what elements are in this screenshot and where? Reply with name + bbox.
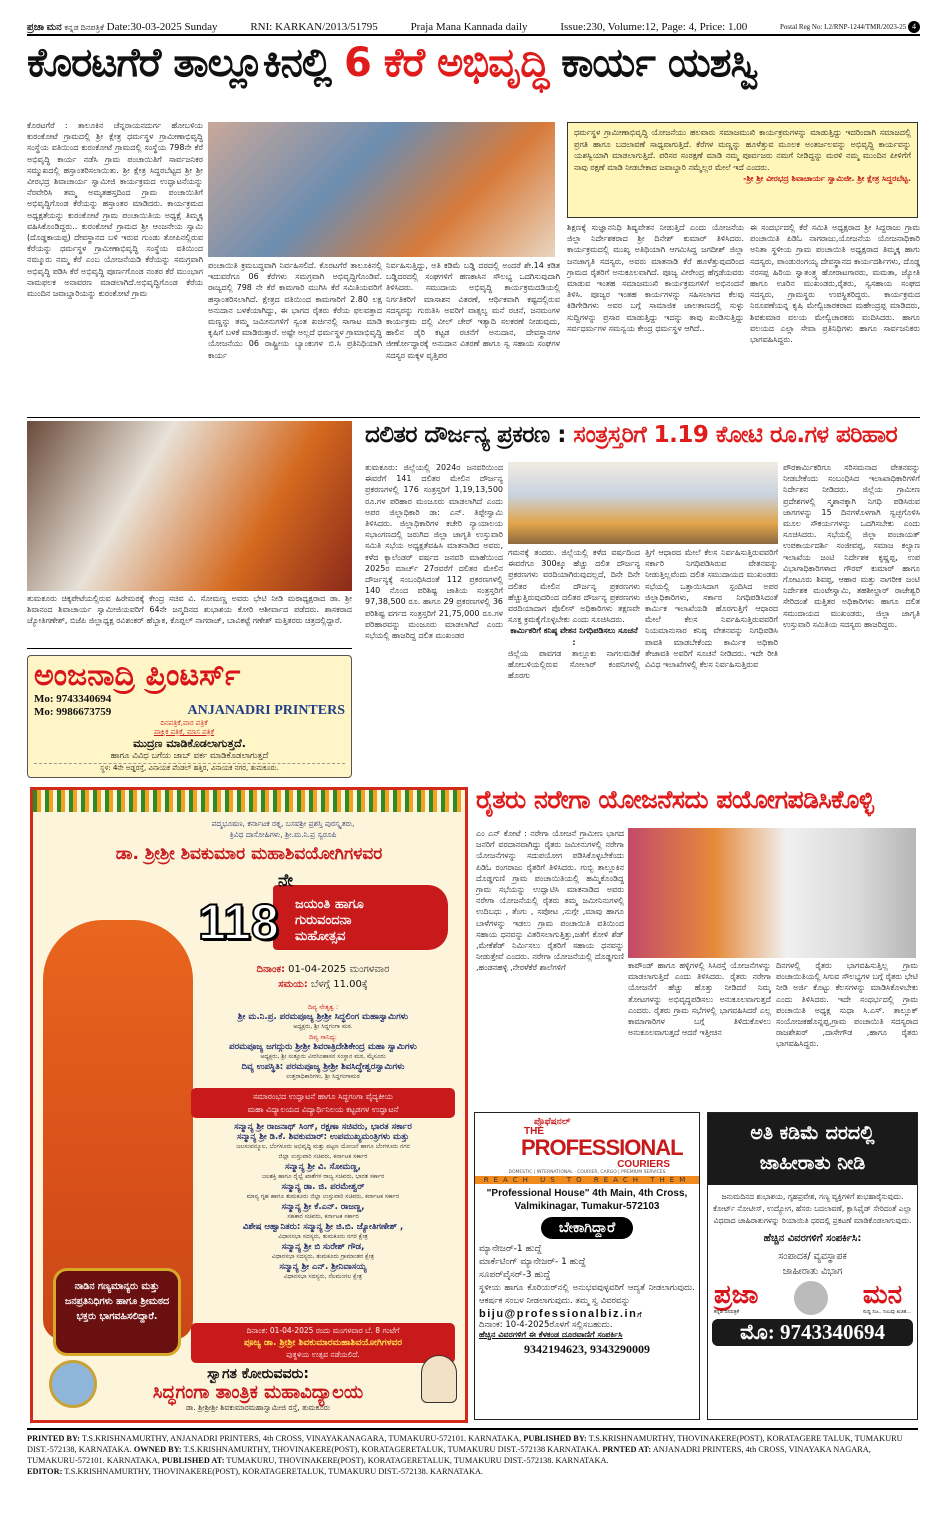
event-line-2: ಗುರುವಂದನಾ — [295, 913, 352, 928]
list-item: ಅಧ್ಯಕ್ಷರು, ಶ್ರೀ ಸಿದ್ಧಗಂಗಾ ಮಠ. — [293, 1023, 353, 1030]
date-label: ದಿನಾಂಕ: — [256, 964, 285, 975]
list-item: ಶ್ರೀ ಮ.ನಿ.ಪ್ರ. ಪರಮಪೂಜ್ಯ ಶ್ರೀಶ್ರೀ ಸಿದ್ಧಲಿಂಗ ಮಹಾಸ್ವಾಮಿಗಳು — [237, 1012, 409, 1022]
dalit-col-2 — [508, 547, 640, 780]
list-item: ಸನ್ಮಾನ್ಯ ಶ್ರೀ ಡಿ.ಕೆ. ಶಿವಕುಮಾರ್: ಉಪಮುಖ್ಯಮಂತ್ರಿಗಳು ಮತ್ತು — [236, 1132, 410, 1142]
host-address: ಡಾ. ಶ್ರೀಶ್ರೀಶ್ರೀ ಶಿವಕುಮಾರಮಹಾಸ್ವಾಮೀಜಿ ರಸ್ತೆ, ತುಮಕೂರು — [185, 1403, 331, 1412]
list-item: ವಿಧಾನಸಭಾ ಸದಸ್ಯರು, ನೆಲಮಂಗಲ ಕ್ಷೇತ್ರ — [283, 1273, 363, 1280]
dalit-photo — [508, 462, 778, 544]
nrega-col-2: ಕಾಪೌಂಡ್ ಹಾಗೂ ಹಳ್ಳಿಗಳಲ್ಲಿ ಸಿಸಿರಸ್ತೆ ಯೋಜನೆಗಳನ್ನು ಮಾಡಲಾಗುತ್ತಿದೆ ಎಂದು ತಿಳಿಸಿದರು. ರೈತರು ನರೇಗಾ ಯೋಜನೆಗೆ ಹೆಚ್ಚು ಹೊತ್ತು ನೀಡಿದರೆ ನಿಮ್ಮ ತೋಟಗಳನ್ನು ಅಭಿವೃದ್ಧಪಡಿಸಲು ಅನುಕೂಲವಾಗುತ್ತದೆ ಎಂದರು. ರೈತರು ಗ್ರಾಮ ಸಭೆಗಳಲ್ಲಿ ಭಾಗವಹಿಸಿದರೆ ಎಲ್ಲ ಕಾಮಾಗಾರಿಗಳ ಬಗ್ಗೆ ತಿಳಿದುಕೊಳಲು ಅನುಕೂಲವಾಗುತ್ತದೆ ಆದರೆ ಇತ್ತೀಚಿನ — [628, 961, 771, 1038]
contact-line: ಹೆಚ್ಚಿನ ವಿವರಗಳಿಗೆ ಈ ಕೆಳಕಂಡ ದೂರವಾಣಿಗೆ ಸಂಪರ್ಕಿಸಿ — [479, 1330, 623, 1339]
imprint-text: T.S.KRISHNAMURTHY, THOVINAKERE(POST), KORATAGERE TALUK, TUMAKURU DIST.-572138, KARNATAKA. — [27, 1434, 903, 1454]
logo-part-a: ಪ್ರಜಾ — [714, 1280, 759, 1310]
job-description: ಸ್ಥಳೀಯ ಹಾಗೂ ಕೊರಿಯರ್‌ನಲ್ಲಿ ಅನುಭವವುಳ್ಳವರಿಗೆ ಆದ್ಯತೆ ನೀಡಲಾಗುವುದು. ಆಕರ್ಷಕ ಸಂಬಳ ನೀಡಲಾಗುವುದು. ತಮ್ಮ ಸ್ವ ವಿವರವನ್ನು — [479, 1283, 695, 1306]
headline-part: ಕಾರ್ಯ ಯಶಸ್ವಿ — [548, 40, 758, 86]
list-item: ಸನ್ಮಾನ್ಯ ಶ್ರೀ ವಿ. ಸೋಮಣ್ಣ, — [285, 1162, 361, 1172]
list-item: ಸನ್ಮಾನ್ಯ ಡಾ. ಜಿ. ಪರಮೇಶ್ವರ್ — [281, 1182, 365, 1192]
ad-contact-label: ಹೆಚ್ಚಿನ ವಿವರಗಳಿಗೆ ಸಂಪರ್ಕಿಸಿ: — [763, 1233, 862, 1244]
list-item: ದಿವ್ಯ ಸಾನಿಧ್ಯ: — [309, 1033, 337, 1041]
procession-notice — [191, 1323, 455, 1363]
praja-mana-logo — [708, 1279, 917, 1317]
nrega-headline: ರೈತರು ನರೇಗಾ ಯೋಜನೆಸದು ಪಯೋಗಪಡಿಸಿಕೊಳ್ಳಿ — [476, 785, 874, 814]
list-item: ಮ್ಯಾನೇಜರ್-1 ಹುದ್ದೆ — [479, 1244, 542, 1254]
notice-line-1: ದಿನಾಂಕ: 01-04-2025 ರಂದು ಮಂಗಳವಾರ ಬೆ. 8 ಗಂಟೆಗೆ — [246, 1326, 400, 1335]
ad-top-line-1: ಪದ್ಮಭೂಷಣ, ಕರ್ನಾಟಕ ರತ್ನ, ಬಸವಶ್ರೀ ಪ್ರಶಸ್ತಿ ಪುರಸ್ಕೃತರು, — [211, 819, 355, 828]
event-time: ಬೆಳಗ್ಗೆ 11.00ಕ್ಕೆ — [307, 979, 368, 990]
list-item: ದಿವ್ಯ ನೇತೃತ್ವ : — [307, 1003, 339, 1011]
ad-dept-2: ಜಾಹೀರಾತು ವಿಭಾಗ — [782, 1266, 843, 1277]
namaste-illustration — [421, 1355, 457, 1403]
courier-address-1: "Professional House" 4th Main, 4th Cross, — [486, 1188, 688, 1199]
host-name: ಸಿದ್ಧಗಂಗಾ ತಾಂತ್ರಿಕ ಮಹಾವಿದ್ಯಾಲಯ — [152, 1382, 364, 1403]
ad-line-4: ಹಾಗೂ ವಿವಿಧ ಬಗೆಯ ಜಾಬ್ ವರ್ಕ ಮಾಡಿಕೊಡಲಾಗುತ್ತದೆ — [110, 751, 269, 761]
courier-the: THE — [524, 1126, 544, 1137]
ad-mobile-2: Mo: 9986673759 — [34, 706, 112, 718]
list-item: ಸನ್ಮಾನ್ಯ ಶ್ರೀ ಎನ್. ಶ್ರೀನಿವಾಸಯ್ಯ — [279, 1262, 367, 1272]
inauguration-banner — [191, 1088, 455, 1118]
courier-brand: PROFESSIONAL — [521, 1135, 683, 1160]
logo-emblem-icon — [794, 1281, 828, 1315]
college-emblem — [49, 1360, 97, 1408]
list-item: ಸೂಪರ್‌ವೈಸರ್-3 ಹುದ್ದೆ — [479, 1270, 551, 1280]
lead-headline — [27, 40, 920, 86]
imprint-label: OWNED BY: — [133, 1445, 182, 1454]
dalit-subhead: ಕಾರ್ಮಿಕರಿಗೆ ಕನಿಷ್ಠ ವೇತನ ನಿಗಧಿಪಡಿಸಲು ಸೂಚನೆ : — [510, 626, 638, 647]
anniversary-number: 118 — [198, 894, 279, 950]
lead-col-3: ನಿರ್ವಹಿಸುತ್ತಿದ್ದು, ಅತಿ ಕಡಿಮೆ ಬಡ್ಡಿ ದರದಲ್ಲಿ ಅಂದರೆ ಶೇ.14 ಕಡಿತ ಬಡ್ಡಿದರದಲ್ಲಿ ಸಂಘಗಳಿಗೆ ಹಣಕಾಸಿನ ಸೌಲಭ್ಯ ಒದಗಿಸುವುದಾಗಿ ತಿಳಿಸಿದರು. ಸಮುದಾಯ ಅಭಿವೃದ್ಧಿ ಕಾರ್ಯಕ್ರಮದಡಿಯಲ್ಲಿ ನಿರ್ಗತಿಕರಿಗೆ ಮಾಸಾಶನ ವಿತರಣೆ, ಆರ್ಥಿಕವಾಗಿ ಕಷ್ಟದಲ್ಲಿರುವ ಸದಸ್ಯರನ್ನು ಗುರುತಿಸಿ ಅವರಿಗೆ ವಾತ್ಸಲ್ಯ ಮನೆ ರಚನೆ, ಜನಮಂಗಳ ಕಾರ್ಯಕ್ರಮ ದಲ್ಲಿ ವೀಲ್ ಚೇರ್ ಇತ್ಯಾದಿ ಸಲಕರಣೆ ನೀಡುವುದು, ಹಾಲಿನ ಡೈರಿ ಕಟ್ಟಡ ರಚನೆಗೆ ಅನುದಾನ, ದೇವಸ್ಥಾನಗಳ ಜೀರ್ಣೋದ್ಧಾರಕ್ಕೆ ಅನುದಾನ ವಿತರಣೆ ಹಾಗೂ ಸ್ವ ಸಹಾಯ ಸಂಘಗಳ ಸದಸ್ಯರ ಮಕ್ಕಳ ವೃತ್ತಿಪರ — [386, 261, 560, 360]
ad-address: ಸ್ಥಳ: 4ನೇ ಅಡ್ಡರಸ್ತೆ, ವಿನಾಯಕ ಪೆಂಡಲ್ ಹತ್ತಿರ, ವಿನಾಯಕ ನಗರ, ತುಮಕೂರು. — [34, 763, 345, 773]
notice-line-2: ಪೂಜ್ಯ ಡಾ. ಶ್ರೀಶ್ರೀ ಶಿವಕುಮಾರಮಹಾಶಿವಯೋಗಿಗಳವರ — [243, 1338, 403, 1348]
dalit-headline — [365, 422, 897, 448]
imprint-label: PUBLISHED BY: — [523, 1434, 587, 1443]
dalit-col-3: ತ್ತಿಗೆ ಆಧಾರದ ಮೇಲೆ ಕೆಲಸ ನಿರ್ವಹಿಸುತ್ತಿರುವವರಿಗೆ ಸರ್ಕಾರಿ ನಿಗಧಿಪಡಿಸಿರುವ ವೇತನವನ್ನು ನೀಡುತ್ತಿಲ್ಲವೆಂದು ದಲಿತ ಸಮುದಾಯದ ಮುಖಂಡರು ಸಭೆಯಲ್ಲಿ ಒತ್ತಾಯಿಸಿದಾಗ ಸ್ಪಂದಿಸಿದ ಅಪರ ಜಿಲ್ಲಾಧಿಕಾರಿಗಳು, ಸರ್ಕಾರ ನಿಗಧಿಪಡಿಸಿದಂತೆ ಕಾರ್ಮಿಕ ಇಲಾಖೆಯಡಿ ಹೊರಗುತ್ತಿಗೆ ಆಧಾರದ ಮೇಲೆ ಕೆಲಸ ನಿರ್ವಹಿಸುತ್ತಿರುವವರಿಗೆ ನಿಯಮಾನುಸಾರ ಕನಿಷ್ಠ ವೇತನವನ್ನು ನಿಗಧಿಪಡಿಸಿ ಪಾವತಿ ಮಾಡಬೇಕೆಂದು ಕಾರ್ಮಿಕ ಅಧಿಕಾರಿ ತೇಜಾವತಿ ಅವರಿಗೆ ಸೂಚನೆ ನೀಡಿದರು. ಇದೇ ರೀತಿ ವಿವಿಧ ಇಲಾಖೆಗಳಲ್ಲಿ ಕೆಲಸ ನಿರ್ವಹಿಸುತ್ತಿರುವ — [645, 548, 778, 670]
application-deadline: ದಿನಾಂಕ: 10-4-2025ರೊಳಗೆ ಸಲ್ಲಿಸಬಹುದು. — [479, 1320, 613, 1330]
imprint-text: T.S.KRISHNAMURTHY, THOVINAKERE(POST), KORATAGERETALUK, TUMAKURU DIST.-572138. KARNATAKA. — [62, 1467, 484, 1476]
ad-dept-1: ಸಂಪಾದಕ/ ವ್ಯವಸ್ಥಾಪಕ — [778, 1251, 847, 1262]
masthead-paper: Praja Mana Kannada daily — [410, 21, 528, 33]
list-item: ಉತ್ತರಾಧಿಕಾರಿಗಳು, ಶ್ರೀ ಸಿದ್ಧಗಂಗಾಮಠ — [286, 1073, 360, 1080]
lead-photo — [208, 122, 555, 257]
dalit-col-1: ತುಮಕೂರು: ಜಿಲ್ಲೆಯಲ್ಲಿ 2024ರ ಜನವರಿಯಿಂದ ಈವರೆಗೆ 141 ದಲಿತರ ಮೇಲಿನ ದೌರ್ಜನ್ಯ ಪ್ರಕರಣಗಳಲ್ಲಿ 176 ಸಂತ್ರಸ್ತರಿಗೆ 1,19,13,500 ರೂ.ಗಳ ಪರಿಹಾರ ಮಂಜೂರು ಮಾಡಲಾಗಿದೆ ಎಂದು ಅಪರ ಜಿಲ್ಲಾಧಿಕಾರಿ ಡಾ: ಎನ್. ತಿಪ್ಪೇಸ್ವಾಮಿ ತಿಳಿಸಿದರು. ಜಿಲ್ಲಾಧಿಕಾರಿಗಳ ಕಚೇರಿ ನ್ಯಾಯಾಲಯ ಸಭಾಂಗಣದಲ್ಲಿ ಜರುಗಿದ ಜಿಲ್ಲಾ ಜಾಗೃತಿ ಉಸ್ತುವಾರಿ ಸಮಿತಿ ಸಭೆಯ ಅಧ್ಯಕ್ಷತೆವಹಿಸಿ ಮಾತನಾಡಿದ ಅವರು, ಕಳೆದ ಕ್ಯಾಲೆಂಡರ್ ವರ್ಷದ ಜನವರಿ ಮಾಹೆಯಿಂದ 2025ರ ಮಾರ್ಚ್ 27ರವರೆಗೆ ದಲಿತರ ಮೇಲಿನ ದೌರ್ಜನ್ಯಕ್ಕೆ ಸಂಬಂಧಿಸಿದಂತೆ 112 ಪ್ರಕರಣಗಳಲ್ಲಿ 140 ನೊಂದ ಪರಿಶಿಷ್ಟ ಜಾತಿಯ ಸಂತ್ರಸ್ತರಿಗೆ 97,38,500 ರೂ. ಹಾಗೂ 29 ಪ್ರಕರಣಗಳಲ್ಲಿ 36 ಪರಿಶಿಷ್ಟ ವರ್ಗದ ಸಂತ್ರಸ್ತರಿಗೆ 21,75,000 ರೂ.ಗಳ ಪರಿಹಾರವನ್ನು ಮಂಜೂರು ಮಾಡಲಾಗಿದೆ ಎಂದು ಸಭೆಯಲ್ಲಿ ಹಾಜರಿದ್ದ ದಲಿತ ಮುಖಂಡರ — [365, 463, 503, 641]
dalit-col-4: ಪೌರಕಾರ್ಮಿಕರಿಗೂ ಸರಿಸಮನಾದ ವೇತನವನ್ನು ನೀಡಬೇಕೆಂದು ಸಂಬಂಧಿಸಿದ ಇಲಾಖಾಧಿಕಾರಿಗಳಿಗೆ ನಿರ್ದೇಶನ ನೀಡಿದರು. ಜಿಲ್ಲೆಯ ಗ್ರಾಮೀಣ ಪ್ರದೇಶಗಳಲ್ಲಿ ಸ್ಮಶಾನಕ್ಕಾಗಿ ನಿಗಧಿ ಪಡಿಸಿರುವ ಜಾಗಗಳನ್ನು 15 ದಿನಗಳೊಳಗಾಗಿ ಸ್ವಚ್ಛಗೊಳಿಸಿ ಮೂಲ ಸೌಕರ್ಯಗಳನ್ನು ಒದಗಿಸಬೇಕು ಎಂದು ಸೂಚಿಸಿದರು. ಸಭೆಯಲ್ಲಿ ಜಿಲ್ಲಾ ಪಂಚಾಯತ್ ಉಪಕಾರ್ಯದರ್ಶಿ ಸಂಜೀವಪ್ಪ, ಸಮಾಜ ಕಲ್ಯಾಣ ಇಲಾಖೆಯ ಜಂಟಿ ನಿರ್ದೇಶಕ ಕೃಷ್ಣಪ್ಪ, ಉಪ ವಿಭಾಗಾಧಿಕಾರಿಗಳಾದ ಗೌರವ್ ಕುಮಾರ್ ಹಾಗೂ ಗೋಟೂರು ಶಿವಪ್ಪ, ಆಹಾರ ಮತ್ತು ನಾಗರೀಕ ಜಂಟಿ ನಿರ್ದೇಶಕ ಮಂಟೇಸ್ವಾಮಿ, ತಹಶೀಲ್ದಾರ್ ರಾಜೇಶ್ವರಿ ಸೇರಿದಂತೆ ಮತ್ತಿತರ ಅಧಿಕಾರಿಗಳು ಹಾಗೂ ದಲಿತ ಸಮುದಾಯದ ಮುಖಂಡರು, ಜಿಲ್ಲಾ ಜಾಗೃತಿ ಉಸ್ತುವಾರಿ ಸಮಿತಿಯ ಸದಸ್ಯರು ಹಾಜರಿದ್ದರು. — [783, 463, 920, 629]
imprint-text: T.S.KRISHNAMURTHY, ANJANADRI PRINTERS, 4th CROSS, VINAYAKANAGARA, TUMAKURU-572101. KARNATAKA, — [79, 1434, 524, 1443]
list-item: ಸನ್ಮಾನ್ಯ ಶ್ರೀ ಬಿ ಸುರೇಶ್ ಗೌಡ, — [281, 1242, 365, 1252]
list-item: ವಿಧಾನಸಭಾ ಸದಸ್ಯರು, ತುಮಕೂರು ನಗರ ಕ್ಷೇತ್ರ — [278, 1233, 368, 1240]
masthead-postal: Postal Reg No: L2/RNP-1244/TMR/2023-25 — [780, 23, 907, 31]
ad-line-2: ಪಾಕ್ಷಿಕ ಪತ್ರಿಕೆ, ಮಾಸ ಪತ್ರಿಕೆ — [153, 728, 215, 736]
imprint-label: PRINTED BY: — [27, 1434, 80, 1443]
list-item: ದಿವ್ಯ ಉಪಸ್ಥಿತಿ: ಪರಮಪೂಜ್ಯ ಶ್ರೀಶ್ರೀ ಶಿವಸಿದ್ಧೇಶ್ವರಸ್ವಾಮಿಗಳು — [241, 1062, 405, 1072]
participants-plaque: ನಾಡಿನ ಗಣ್ಯಮಾನ್ಯರು ಮತ್ತು ಜನಪ್ರತಿನಿಧಿಗಳು ಹಾಗೂ ಶ್ರೀಮಠದ ಭಕ್ತರು ಭಾಗವಹಿಸಲಿದ್ದಾರೆ. — [53, 1268, 181, 1356]
ad-line-1: ದಿನಪತ್ರಿಕೆ,ವಾರ ಪತ್ರಿಕೆ — [160, 719, 208, 727]
ad-title-en: ANJANADRI PRINTERS — [187, 703, 345, 718]
ordinal-suffix: ನೇ — [278, 871, 294, 891]
list-item: ಸನ್ಮಾನ್ಯ ಶ್ರೀ ರಾಜನಾಥ್ ಸಿಂಗ್, ರಕ್ಷಣಾ ಸಚಿವರು, ಭಾರತ ಸರ್ಕಾರ — [234, 1122, 412, 1132]
imprint-label: PRNTED AT: — [602, 1445, 652, 1454]
headline-highlight: ಸಂತ್ರಸ್ತರಿಗೆ 1.19 ಕೋಟಿ ರೂ.ಗಳ ಪರಿಹಾರ — [573, 422, 898, 448]
headline-highlight: 6 ಕೆರೆ ಅಭಿವೃದ್ಧಿ — [343, 40, 549, 86]
ad-top-line-2: ತ್ರಿವಿಧ ದಾಸೋಹಿಗಳು, ಶ್ರೀ.ಮ.ನಿ.ಪ್ರ ಸ್ವರೂಪಿ — [229, 830, 337, 839]
banner-line-1: ಸಮಾರಂಭದ ಉದ್ಘಾಟನೆ ಹಾಗೂ ಸಿದ್ಧಗಂಗಾ ವೈದ್ಯಕೀಯ — [253, 1092, 393, 1101]
imprint-text: T.S.KRISHNAMURTHY, THOVINAKERE(POST), KORATAGERETALUK, TUMAKURU DIST.-572138 KARNATAKA. — [181, 1445, 603, 1454]
event-line-3: ಮಹೋತ್ಸವ — [295, 929, 346, 944]
photo-caption: ತುಮಕೂರು ಚಿಕ್ಕಪೇಟೆಯಲ್ಲಿರುವ ಹಿರೇಮಠಕ್ಕೆ ಕೇಂದ್ರ ಸಚಿವ ವಿ. ಸೋಮಣ್ಣ ಅವರು ಭೇಟಿ ನೀಡಿ ಮಠಾಧ್ಯಕ್ಷರಾದ ಡಾ. ಶ್ರೀ ಶಿವಾನಂದ ಶಿವಾಚಾರ್ಯ ಸ್ವಾಮೀಜಿಯವರಿಗೆ 64ನೇ ಜನ್ಮದಿನದ ಶುಭಾಶಯ ಕೋರಿ ಆಶೀರ್ವಾದ ಪಡೆದರು. ಶಾಸಕರಾದ ಜ್ಯೋತಿಗಣೇಶ್, ಬಿಜೆಪಿ ಜಿಲ್ಲಾಧ್ಯಕ್ಷ ರವಿಶಂಕರ್ ಹೆಬ್ಬಾಕ, ಕೊಪ್ಪಲ್ ನಾಗರಾಜ್, ಬಾವಿಕಟ್ಟೆ ಗಣೇಶ್ ಮತ್ತಿತರರು ಚಿತ್ರದಲ್ಲಿದ್ದಾರೆ. — [27, 593, 352, 649]
nrega-col-1: ಎಂ ಎನ್ ಕೋಟೆ : ನರೇಗಾ ಯೋಜನೆ ಗ್ರಾಮೀಣ ಭಾಗದ ಜನರಿಗೆ ವರದಾನವಾಗಿದ್ದು ರೈತರು ಜಮೀನುಗಳಲ್ಲಿ ನರೇಗಾ ಯೋಜನೆಗಳನ್ನು ಸದುಪಯೋಗ ಪಡಿಸಿಕೊಳ್ಳಬೇಕೆಂದು ಪಿಡಿಓ ರಂಗರಾಜು ರೈತರಿಗೆ ತಿಳಿಸಿದರು. ಗುಬ್ಬಿ ತಾಲ್ಲೂಕಿನ ದೊಡ್ಡಗುಣಿ ಗ್ರಾಮ ಪಂಚಾಯಿತಿಯಲ್ಲಿ ಹಮ್ಮಿಕೊಂಡಿದ್ದ ಗ್ರಾಮ ಸಭೆಯನ್ನು ಉದ್ಘಾಟಿಸಿ ಮಾತನಾಡಿದ ಅವರು ನರೇಗಾ ಯೋಜನೆಯಲ್ಲಿ ರೈತರು ತಮ್ಮ ಜಮೀನಿನುಗಳಲ್ಲಿ ಉದಿಬಧು , ತೆಂಗು , ಸಪೋಟ ,ನುಗ್ಗೇ ,ಮಾವು ಹಾಗೂ ಬಾಳೆಗಳನ್ನು ಇಡಲು ಗ್ರಾಮ ಪಂಚಾಯಿತಿ ವತಿಯಿಂದ ಸಹಾಯ ಧನವನ್ನು ವಿತರಿಸಲಾಗುತ್ತಿತ್ತು,ಜತೆಗೆ ಕೋಳಿ ಶೆಡ್ ,ಮೇಕೆಶೆಡ್ ನಿರ್ಮಿಸಲು ರೈತರಿಗೆ ಸಹಾಯ ಧನವನ್ನು ನೀಡುತ್ತೇವೆ ಎಂದರು. ನರೇಗಾ ಯೋಜನೆಯಲ್ಲಿ ದೊಡ್ಡಗುಣಿ ,ಹಂಡನಹಳ್ಳಿ ,ನೇರಳೆಕೆರೆ ಶಾಲೆಗಳಿಗೆ — [476, 829, 624, 973]
list-item: ಸನ್ಮಾನ್ಯ ಶ್ರೀ ಕೆ.ಎನ್. ರಾಜಣ್ಣ, — [281, 1202, 365, 1212]
quote-text: ಧರ್ಮಸ್ಥಳ ಗ್ರಾಮೀಣಾಭಿವೃದ್ಧಿ ಯೋಜನೆಯು ಹಲವಾರು ಸಮಾಜಮುಖಿ ಕಾರ್ಯಕ್ರಮಗಳನ್ನು ಮಾಡುತ್ತಿದ್ದು ಇದರಿಂದಾಗಿ ಸಮಾಜದಲ್ಲಿ ಪ್ರಗತಿ ಹಾಗೂ ಬದಲಾವಣೆ ಸಾಧ್ಯವಾಗುತ್ತಿದೆ. ಕೆರೆಗಳ ಮಣ್ಣನ್ನು ಹೂಳೆತ್ತುವ ಮೂಲಕ ಅಂತರ್ಜಲವನ್ನು ಅಭಿವೃದ್ಧಿ ಕಾರ್ಯವನ್ನು ಯಶಸ್ವಿಯಾಗಿ ಮಾಡಲಾಗುತ್ತಿದೆ. ಪರಿಸರ ಸಂರಕ್ಷಣೆ ಮಾಡಿ ನಮ್ಮ ಪೂರ್ವಜರು ನಮಗೆ ನೀಡಿದ್ದನ್ನು ಮರಳಿ ನಮ್ಮ ಮುಂದಿನ ಪೀಳಿಗೆಗೆ ನಾವು ರಕ್ಷಣೆ ಮಾಡಿ ನೀಡಬೇಕಾದ ಜವಾಬ್ದಾರಿ ನಮ್ಮೆಲ್ಲರ ಮೇಲೆ ಇದೆ ಎಂದರು. — [574, 128, 911, 172]
masthead — [27, 20, 920, 36]
imprint-label: EDITOR: — [27, 1467, 63, 1476]
nrega-col-3: ದಿನಗಳಲ್ಲಿ ರೈತರು ಭಾಗವಹಿಸುತ್ತಿಲ್ಲ ಗ್ರಾಮ ಪಂಚಾಯಿತಿಯಲ್ಲಿ ಸಿಗುವ ಸೌಲಭ್ಯಗಳ ಬಗ್ಗೆ ರೈತರು ಭೇಟಿ ನೀಡಿ ಅರ್ಜಿ ಕೊಟ್ಟು ಕೆಲಸಗಳನ್ನು ಮಾಡಿಸಿಕೊಳಬೇಕು ಎಂದು ತಿಳಿಸಿದರು. ಇದೇ ಸಂಧರ್ಭದಲ್ಲಿ ಗ್ರಾಮ ಪಂಚಾಯಿತಿ ಅಧ್ಯಕ್ಷ ಸುಧಾ ಸಿ.ಎಸ್. ತಾಲ್ಲೂಕ್ ಸಂಯೋಜಕಹೊನ್ನಪ್ಪ,ಗ್ರಾಮ ಪಂಚಾಯಿತಿ ಸದಸ್ಯರಾದ ರಾಜಶೇಖರ್ ,ದಾಸೇಗೌಡ ,ಹಾಗೂ ರೈತರು ಭಾಗವಹಿಸಿದ್ದರು. — [776, 961, 918, 1049]
list-item: ಅಧ್ಯಕ್ಷರು, ಶ್ರೀ ಸುತ್ತೂರು ವೀರಸಿಂಹಾಸನ ಸಂಸ್ಥಾನ ಮಠ, ಮೈಸೂರು — [260, 1053, 386, 1060]
dignitaries-list — [183, 1002, 463, 1082]
garland-decoration — [33, 790, 465, 812]
list-item: ವಿಶೇಷ ಆಹ್ವಾನಿತರು: ಸನ್ಮಾನ್ಯ ಶ್ರೀ ಜಿ.ಬಿ. ಜ್ಯೋತಿಗಣೇಶ್ , — [242, 1222, 404, 1232]
lead-col-2: ಪಂಚಾಯಿತಿ ಕ್ರಮಬದ್ಧವಾಗಿ ನಿರ್ವಹಿಸಲಿದೆ. ಕೊರಟಗೆರೆ ತಾಲೂಕಿನಲ್ಲಿ ಇದುವರೆಗೂ 06 ಕೆರೆಗಳು ಸಮಗ್ರವಾಗಿ ಅಭಿವೃದ್ಧಿಗೊಂಡಿವೆ. ರಾಜ್ಯದಲ್ಲಿ 798 ನೇ ಕೆರೆ ಕಾಮಗಾರಿ ಮುಗಿಸಿ ಕೆರೆ ಸಮಿತಿಯವರಿಗೆ ಹಸ್ತಾಂತರಿಸಲಾಗಿದೆ. ಕ್ಷೇತ್ರದ ವತಿಯಿಂದ ಕಾಮಗಾರಿಗೆ 2.80 ಲಕ್ಷ ಅನುದಾನ ಬಳಕೆಯಾಗಿದ್ದು, ಈ ಭಾಗದ ರೈತರು ಕೆರೆಯ ಫಲವತ್ತಾದ ಮಣ್ಣನ್ನು ತಮ್ಮ ಜಮೀನುಗಳಿಗೆ ಸ್ವಂತ ಖರ್ಚಿನಲ್ಲಿ ಸಾಗಾಟ ಮಾಡಿ ಕೃಷಿಗೆ ಬಳಕೆ ಮಾಡಿರುತ್ತಾರೆ. ಅಷ್ಟೇ ಅಲ್ಲದೆ ಧರ್ಮಸ್ಥಳ ಗ್ರಾಮಾಭಿವೃದ್ಧಿ ಯೋಜನೆಯು 06 ರಾಷ್ಟ್ರೀಯ ಬ್ಯಾಂಕುಗಳ ಬಿ.ಸಿ ಪ್ರತಿನಿಧಿಯಾಗಿ ಕಾರ್ಯ — [208, 261, 382, 360]
list-item: ಪರಮಪೂಜ್ಯ ಜಗದ್ಗುರು ಶ್ರೀಶ್ರೀ ಶಿವರಾತ್ರಿದೇಶಿಕೇಂದ್ರ ಮಹಾ ಸ್ವಾಮಿಗಳು — [229, 1042, 417, 1052]
ad-title-2: ಜಾಹೀರಾತು ನೀಡಿ — [759, 1152, 866, 1174]
quote-box — [567, 122, 918, 218]
masthead-issue: Issue:230, Volume:12, Page: 4, Price: 1.00 — [560, 21, 748, 33]
email-suffix: ಗೆ — [637, 1312, 643, 1319]
time-label: ಸಮಯ: — [278, 979, 308, 990]
masthead-rni: RNI: KARKAN/2013/51795 — [250, 21, 378, 33]
lead-col-1: ಕೊರಟಗೆರೆ : ತಾಲೂಕಿನ ಚೆನ್ನರಾಯನದುರ್ಗ ಹೋಬಳಿಯ ಕುರಂಕೋಟೆ ಗ್ರಾಮದಲ್ಲಿ ಶ್ರೀ ಕ್ಷೇತ್ರ ಧರ್ಮಸ್ಥಳ ಗ್ರಾಮೀಣಾಭಿವೃದ್ಧಿ ಸಂಸ್ಥೆಯ ವತಿಯಿಂದ ಕುರಂಕೋಟೆ ಗ್ರಾಮದಲ್ಲಿ ಸಂಸ್ಥೆಯ 798ನೇ ಕೆರೆ ಅಭಿವೃದ್ಧಿ ಕಾರ್ಯ ನಡೆಸಿ ಗ್ರಾಮ ಪಂಚಾಯಿತಿಗೆ ಸಾರ್ವಜನಿಕರ ಸಮ್ಮುಖದಲ್ಲಿ ಹಸ್ತಾಂತರಿಸಲಾಯಿತು. ಶ್ರೀ ಕ್ಷೇತ್ರ ಸಿದ್ದರಬೆಟ್ಟದ ಶ್ರೀ ಶ್ರೀ ವೀರಭದ್ರ ಶಿವಾಚಾರ್ಯ ಸ್ವಾಮೀಜಿ ಕಾರ್ಯಕ್ರಮದ ಉದ್ಘಾಟನೆಯನ್ನು ನೆರವೇರಿಸಿ ತಮ್ಮ ಅಮೃತಹಸ್ತದಿಂದ ಗ್ರಾಮ ಪಂಚಾಯಿತಿಗೆ ಅಭಿವೃದ್ಧಿಗೊಂಡ ಕೆರೆಯನ್ನು ಹಸ್ತಾಂತರ ಮಾಡಿದರು. ಕಾರ್ಯಕ್ರಮದ ಅಧ್ಯಕ್ಷತೆಯನ್ನು ಕುರಂಕೋಟೆ ಗ್ರಾಮ ಪಂಚಾಯಿತಿಯ ಅಧ್ಯಕ್ಷೆ ತಿಮ್ಮಕ್ಕ ವಹಿಸಿಕೊಂಡಿದ್ದರು.. ಕುರಂಕೋಟೆ ಗ್ರಾಮದ ಶ್ರೀ ಆಂಜನೇಯ ಸ್ವಾಮಿ (ದೊಡ್ಡಕಾಯಪ್ಪ) ದೇವಸ್ಥಾನದ ಬಳಿ ಇರುವ ಗುಂಡು ತೋಪಿನಲ್ಲಿರುವ ಕೆರೆಯನ್ನು ಧರ್ಮಸ್ಥಳ ಗ್ರಾಮೀಣಾಭಿವೃದ್ಧಿ ಸಂಸ್ಥೆಯ ವತಿಯಿಂದ ನಮ್ಮೂರು ನಮ್ಮ ಕೆರೆ ಎಂಬ ಯೋಜನೆಯಡಿ ಕೆರೆಯನ್ನು ಸಮಗ್ರವಾಗಿ ಅಭಿವೃದ್ಧಿ ಪಡಿಸಿ ಕೆರೆ ಅಭಿವೃದ್ಧಿ ಪೂರ್ಣಗೊಂಡ ನಂತರ ಕೆರೆ ಮುಂಭಾಗ ನಾಮಫಲಕ ಅನಾವರಣ ಮಾಡಲಾಗಿದೆ.ಅಭಿವೃದ್ಧಿಗೊಂಡ ಕೆರೆಯ ಮುಂದಿನ ಜವಾಬ್ದಾರಿಯನ್ನು ಕುರಂಕೋಟೆ ಗ್ರಾಮ — [27, 121, 203, 299]
contact-email[interactable]: biju@professionalbiz.in — [479, 1308, 638, 1320]
masthead-tagline: ಕನ್ನಡ ದಿನಪತ್ರಿಕೆ — [64, 23, 104, 32]
list-item: ಮಾನ್ಯ ಗೃಹ ಹಾಗೂ ತುಮಕೂರು ಜಿಲ್ಲಾ ಉಸ್ತುವಾರಿ ಸಚಿವರು, ಕರ್ನಾಟಕ ಸರ್ಕಾರ — [246, 1193, 400, 1200]
wanted-badge: ಬೇಕಾಗಿದ್ದಾರೆ — [541, 1217, 633, 1239]
ad-title-kn: ಅಂಜನಾದ್ರಿ ಪ್ರಿಂಟರ್ಸ್ — [34, 658, 241, 693]
banner-line-2: ಮಹಾ ವಿದ್ಯಾಲಯದ ವಿದ್ಯಾರ್ಥಿನಿಲಯ ಕಟ್ಟಡಗಳ ಉದ್ಘಾಟನೆ — [247, 1105, 399, 1114]
imprint-footer — [27, 1428, 918, 1477]
masthead-logo: ಪ್ರಜಾ ಮನ — [27, 22, 62, 33]
logo-sub-2: ಸುದ್ದಿ ನಿಜ.. ನಿಲುವು ಖಚಿತ... — [862, 1309, 911, 1315]
divider — [27, 417, 920, 418]
headline-part: ದಲಿತರ ದೌರ್ಜನ್ಯ ಪ್ರಕರಣ : — [365, 422, 574, 448]
courier-services: DOMESTIC | INTERNATIONAL · COURIER, CARGO | PREMIUM SERVICES — [508, 1170, 666, 1175]
lead-col-4: ಶಿಕ್ಷಣಕ್ಕೆ ಸುಜ್ಞಾನನಿಧಿ ಶಿಷ್ಯವೇತನ ನೀಡುತ್ತಿದೆ ಎಂದು ಯೋಜನೆಯ ಜಿಲ್ಲಾ ನಿರ್ದೇಶಕರಾದ ಶ್ರೀ ದಿನೇಶ್ ಕುಮಾರ್ ತಿಳಿಸಿದರು. ಕಾರ್ಯಕ್ರಮದಲ್ಲಿ ಮುಖ್ಯ ಅತಿಥಿಯಾಗಿ ಆಗಮಿಸಿದ್ದ ಜಗದೀಶ್ ಜಿಲ್ಲಾ ಜನಜಾಗೃತಿ ಸದಸ್ಯರು, ಅವರು ಮಾತನಾಡಿ ಕೆರೆ ಹೂಳೆತ್ತುವುದರಿಂದ ಗ್ರಾಮದ ರೈತರಿಗೆ ಅನುಕೂಲವಾಗಿದೆ. ಪೂಜ್ಯ ವೀರೇಂದ್ರ ಹೆಗ್ಗಡೆಯವರು ಮಾಡುವ ಇಂತಹ ಸಮಾಜಮುಖಿ ಕಾರ್ಯಕ್ರಮಗಳಿಗೆ ಅಭಿನಂದನೆ ತಿಳಿಸಿ. ಪೂಜ್ಯರ ಇಂತಹ ಕಾರ್ಯಗಳನ್ನು ಸಹಿಸಲಾಗದ ಕೆಲವು ಕಿಡಿಗೇಡಿಗಳು ಅವರ ಬಗ್ಗೆ ಸಾಮಾಜಿಕ ಜಾಲತಾಣದಲ್ಲಿ ಸುಳ್ಳು ಸುದ್ದಿಗಳನ್ನು ಪ್ರಸಾರ ಮಾಡುತ್ತಿದ್ದು ಇದನ್ನು ತಾವು ಖಂಡಿಸುತ್ತಿದ್ದು ಸರ್ವಧರ್ಮಗಳ ಸಮನ್ವಯ ಕೇಂದ್ರ ಧರ್ಮಸ್ಥಳ ಆಗಿದೆ.. — [567, 223, 744, 333]
photo-story-image — [27, 421, 352, 591]
job-list — [479, 1243, 695, 1282]
ad-mobile-1: Mo: 9743340694 — [34, 693, 112, 705]
ad-body: ಜನುಮದಿನದ ಶುಭಾಶಯ, ಗೃಹಪ್ರವೇಶ, ಗಣ್ಯ ವ್ಯಕ್ತಿಗಳಿಗೆ ಶುಭಹಾರೈಸುವುದು. ಕೋರ್ಟ್ ನೋಟೀಸ್, ಉದ್ಯೋಗ, ಹೆಸರು ಬದಲಾವಣೆ, ಕ್ಲಾಸಿಫೈಡ್ ಸೇರಿದಂತೆ ಎಲ್ಲಾ ವಿಧವಾದ ಜಾಹಿರಾತುಗಳನ್ನು ರಿಯಾಯಿತಿ ಧರದಲ್ಲಿ ಪ್ರಕಟಣೆ ಮಾಡಿಕೊಡಲಾಗುವುದು. — [713, 1192, 912, 1225]
event-line-1: ಜಯಂತಿ ಹಾಗೂ — [295, 897, 364, 912]
advertise-with-us-ad — [707, 1112, 918, 1420]
ad-phone: ಮೊ: 9743340694 — [712, 1319, 913, 1346]
lead-col-5: ಈ ಸಂದರ್ಭದಲ್ಲಿ ಕೆರೆ ಸಮಿತಿ ಅಧ್ಯಕ್ಷರಾದ ಶ್ರೀ ಸಿದ್ದರಾಜು ಗ್ರಾಮ ಪಂಚಾಯಿತಿ ಪಿಡಿಓ ನಾಗರಾಜು,ಯೋಜನೆಯ ಯೋಜನಾಧಿಕಾರಿ ಅನಿತಾ ಸ್ಥಳೀಯ ಗ್ರಾಮ ಪಂಚಾಯಿತಿ ಅಧ್ಯಕ್ಷರಾದ ತಿಮ್ಮಕ್ಕ ಹಾಗು ಸದಸ್ಯರು, ಪಾಂಡುರಂಗಯ್ಯ ದೇವಸ್ಥಾನದ ಕಾರ್ಯದರ್ಶಿಗಳು, ದೊಡ್ಡ ನರಸಪ್ಪ ಹಿರಿಯ ಸ್ವಾತಂತ್ರ್ಯ ಹೋರಾಟಗಾರರು, ಮಮತಾ, ಜ್ಯೋತಿ ಹಾಗೂ ಊರಿನ ಮುಖಂಡರು,ರೈತರು, ಸ್ವಸಹಾಯ ಸಂಘದ ಸದಸ್ಯರು, ಗ್ರಾಮಸ್ಥರು ಉಪಸ್ಥಿತರಿದ್ದರು. ಕಾರ್ಯಕ್ರಮದ ನಿರೂಪಣೆಯನ್ನ ಕೃಷಿ ಮೇಲ್ವಿಚಾರಕರಾದ ಮಹೇಂದ್ರಪ್ಪ ಮಾಡಿದರು, ಶಿವಕುಮಾರ ವಲಯ ಮೇಲ್ವಿಚಾರಕರು ವಂದಿಸಿದರು. ಹಾಗೂ ವಲಯದ ಎಲ್ಲಾ ಸೇವಾ ಪ್ರತಿನಿಧಿಗಳು ಹಾಗೂ ಸಾರ್ವಜನಿಕರು ಭಾಗವಹಿಸಿದ್ದರು. — [750, 223, 920, 345]
dalit-col-2b-text: ಜಿಲ್ಲೆಯ ಪಾವಗಡ ತಾಲ್ಲೂಕು ನಾಗಲಮಡಿಕೆ ಹೋಬಳಿಯಲ್ಲಿರುವ ಸೋಲಾರ್ ಕಂಪನಿಗಳಲ್ಲಿ ಹೊರಗು — [508, 648, 640, 681]
imprint-label: PUBLISHED AT: — [161, 1456, 225, 1465]
professional-couriers-ad — [474, 1112, 700, 1420]
list-item: ಸಹಕಾರ ಸಚಿವರು, ಕರ್ನಾಟಕ ಸರ್ಕಾರ — [287, 1213, 359, 1220]
imprint-text: ANJANADRI PRINTERS, 4th CROSS, VINAYAKA NAGARA, TUMAKURU-572101. KARNATAKA, — [27, 1445, 871, 1465]
courier-brand-kn: ಪ್ರೊಫೆಷನಲ್ — [534, 1117, 571, 1127]
page-number: 4 — [908, 21, 920, 33]
swamiji-name: ಡಾ. ಶ್ರೀಶ್ರೀ ಶಿವಕುಮಾರ ಮಹಾಶಿವಯೋಗಿಗಳವರ — [115, 844, 383, 864]
courier-couriers: COURIERS — [617, 1159, 670, 1170]
jayanti-ad — [30, 787, 468, 1423]
list-item: ಜಲಸಂಪನ್ಮೂಲ, ಬೆಂಗಳೂರು ಅಭಿವೃದ್ಧಿ ಮತ್ತು ಪಟ್ಟಣ ಯೋಜನೆ ಹಾಗೂ ಬೆಂಗಳೂರು ನಗರ — [236, 1143, 410, 1150]
headline-part: ಕೊರಟಗೆರೆ ತಾಲ್ಲೂಕಿನಲ್ಲಿ — [27, 40, 344, 86]
list-item: ವಿಧಾನಸಭಾ ಸದಸ್ಯರು, ತುಮಕೂರು ಗ್ರಾಮಾಂತರ ಕ್ಷೇತ್ರ — [271, 1253, 375, 1260]
list-item: ಮಾರ್ಕೆಟಿಂಗ್ ಮ್ಯಾನೇಜರ್- 1 ಹುದ್ದೆ — [479, 1257, 586, 1267]
event-date: 01-04-2025 ಮಂಗಳವಾರ — [284, 964, 390, 975]
masthead-date: Date:30-03-2025 Sunday — [106, 21, 218, 33]
ad-line-3: ಮುದ್ರಣ ಮಾಡಿಕೊಡಲಾಗುತ್ತದೆ. — [133, 737, 246, 750]
logo-part-b: ಮನ — [862, 1280, 903, 1310]
welcome-label: ಸ್ವಾಗತ ಕೋರುವವರು: — [207, 1366, 309, 1382]
quote-signature: -ಶ್ರೀ ಶ್ರೀ ವೀರಭದ್ರ ಶಿವಾಚಾರ್ಯ ಸ್ವಾಮಿಜೀ. ಶ್ರೀ ಕ್ಷೇತ್ರ ಸಿದ್ದರಬೆಟ್ಟ. — [743, 174, 911, 183]
contact-phones: 9342194623, 9343290009 — [524, 1342, 650, 1356]
list-item: ಜಿಲ್ಲಾ ಉಸ್ತುವಾರಿ ಸಚಿವರು, ಕರ್ನಾಟಕ ಸರ್ಕಾರ — [278, 1153, 368, 1160]
anjanadri-printers-ad — [27, 655, 352, 778]
logo-sub-1: ಕನ್ನಡ ದಿನಪತ್ರಿಕೆ — [714, 1309, 740, 1315]
notice-line-3: ಪುತ್ಥಳಿಯ ಉತ್ಸವ ನಡೆಯಲಿದೆ. — [286, 1350, 360, 1359]
dalit-col-2-text: ಗಮನಕ್ಕೆ ತಂದರು. ಜಿಲ್ಲೆಯಲ್ಲಿ ಕಳೆದ ವರ್ಷದಿಂದ ಈವರೆಗೂ 300ಕ್ಕೂ ಹೆಚ್ಚು ದಲಿತ ದೌರ್ಜನ್ಯ ಪ್ರಕರಣಗಳು ವರದಿಯಾಗಿರುವುದಲ್ಲದೆ, ದಿನೇ ದಿನೇ ದಲಿತರ ಮೇಲಿನ ದೌರ್ಜನ್ಯ ಪ್ರಕರಣಗಳು ಹೆಚ್ಚುತ್ತಿರುವುದರಿಂದ ದಲಿತರ ದೌರ್ಜನ್ಯ ಪ್ರಕರಣಗಳು ವರದಿಯಾದಾಗ ಪೊಲೀಸ್ ಅಧಿಕಾರಿಗಳು ತಕ್ಷಣವೇ ಸೂಕ್ತ ಕ್ರಮಕೈಗೊಳ್ಳಬೇಕು ಎಂದು ಸೂಚಿಸಿದರು. — [508, 548, 640, 625]
guests-list — [183, 1122, 463, 1282]
nrega-photo — [628, 828, 916, 958]
courier-address-2: Valmikinagar, Tumakur-572103 — [514, 1201, 660, 1212]
imprint-text: TUMAKURU, THOVINAKERE(POST), KORATAGERETALUK, TUMAKURU DIST.-572138. KARNATAKA. — [224, 1456, 609, 1465]
ad-title-1: ಅತಿ ಕಡಿಮೆ ದರದಲ್ಲಿ — [750, 1122, 875, 1144]
courier-tagline: REACH US TO REACH THEM — [475, 1176, 699, 1184]
list-item: ಜಲಶಕ್ತಿ ಹಾಗೂ ರೈಲ್ವೆ ಖಾತೆಗಳ ರಾಜ್ಯ ಸಚಿವರು, ಭಾರತ ಸರ್ಕಾರ — [261, 1173, 385, 1180]
